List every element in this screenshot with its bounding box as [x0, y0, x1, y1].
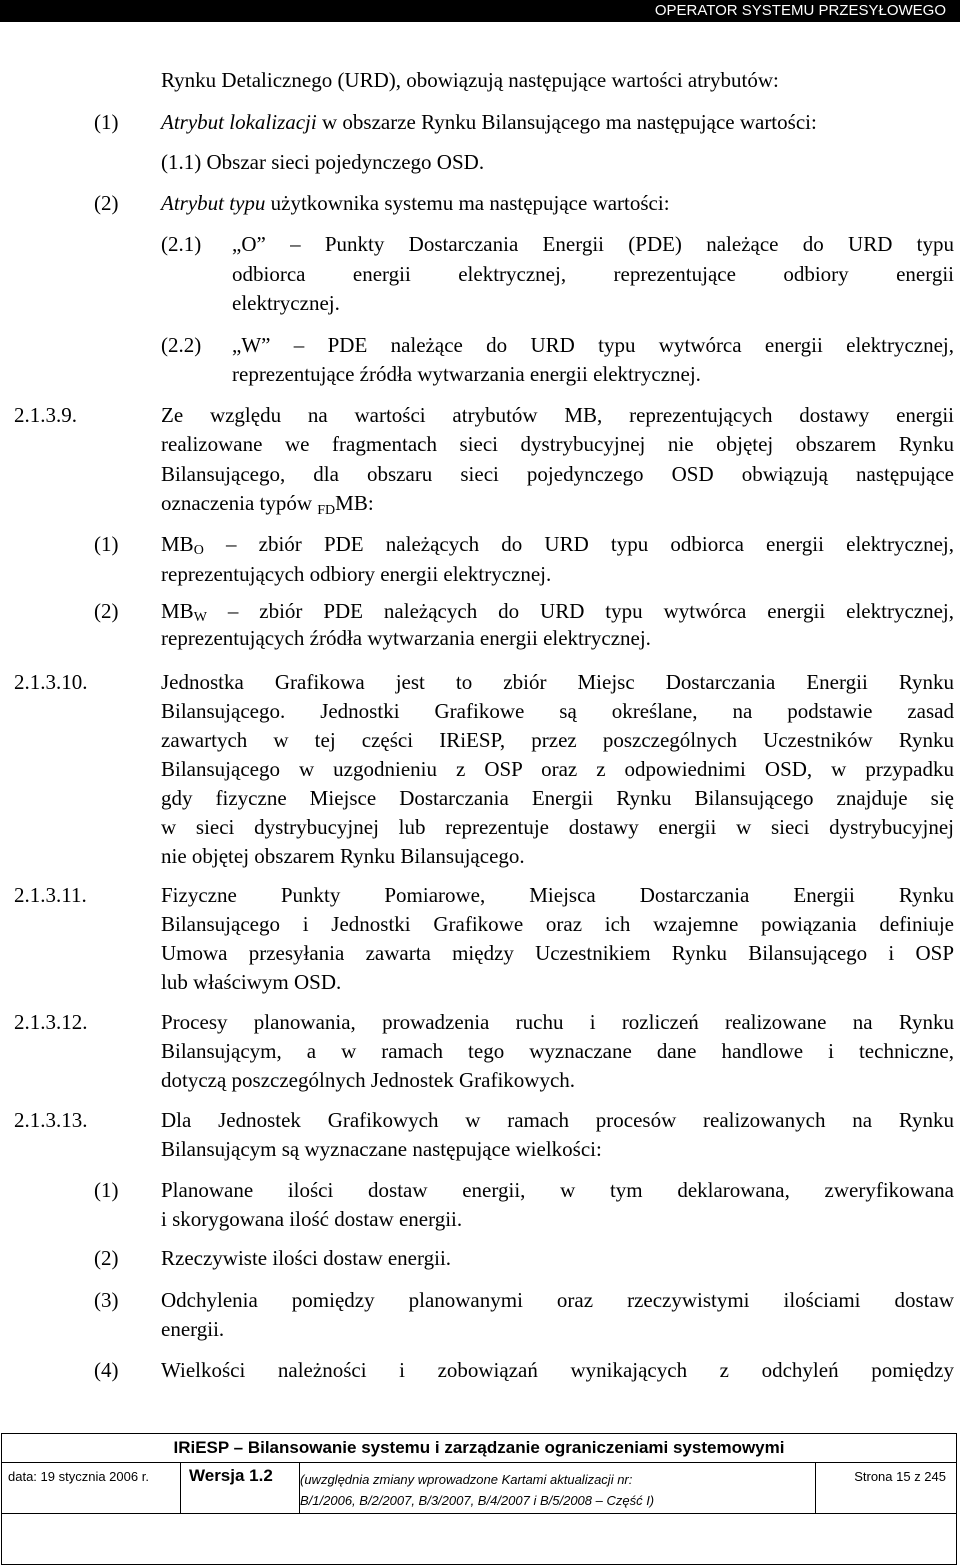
mb1-line1 — [161, 530, 954, 559]
s11-line: Umowa przesyłania zawarta między Uczestnikiem Rynku Bilansującego i OSP — [161, 941, 954, 965]
mb2-line1 — [161, 597, 954, 626]
sub21-line2: odbiorca energii elektrycznej, reprezentujące odbiory energii — [232, 262, 954, 286]
section-2-1-3-10-number: 2.1.3.10. — [14, 670, 88, 694]
section-2-1-3-9-number: 2.1.3.9. — [14, 403, 77, 427]
sub21-line1: „O” – Punkty Dostarczania Energii (PDE) należące do URD typu — [232, 232, 954, 256]
s10-line: gdy fizyczne Miejsce Dostarczania Energii Rynku Bilansującego znajduje się — [161, 786, 954, 810]
s9-line4-sub: FD — [317, 503, 336, 518]
s9-line3: Bilansującego, dla obszaru sieci pojedynczego OSD obwiązują następujące — [161, 462, 954, 486]
footer-table — [1, 1433, 957, 1565]
attr2-italic: Atrybut typu — [161, 191, 266, 215]
s9-line2: realizowane we fragmentach sieci dystrybucyjnej nie objętej obszarem Rynku — [161, 432, 954, 456]
attr1-number: (1) — [94, 110, 119, 134]
mb1-number: (1) — [94, 532, 119, 556]
mb1-sub: O — [193, 543, 204, 558]
s11-line: lub właściwym OSD. — [161, 970, 342, 994]
list-item-line2: energii. — [161, 1317, 225, 1341]
s10-line: w sieci dystrybucyjnej lub reprezentuje dostawy energii w sieci dystrybucyjnej — [161, 815, 954, 839]
attr1-sub: (1.1) Obszar sieci pojedynczego OSD. — [161, 150, 485, 174]
attr1-line — [161, 108, 817, 137]
sub21-number: (2.1) — [161, 232, 202, 256]
list-item-line1: Wielkości należności i zobowiązań wynikających z odchyleń pomiędzy — [161, 1358, 954, 1382]
s10-line: nie objętej obszarem Rynku Bilansującego. — [161, 844, 525, 868]
section-2-1-3-12-number: 2.1.3.12. — [14, 1010, 88, 1034]
footer-note — [300, 1463, 816, 1514]
footer-note-line1: (uwzględnia zmiany wprowadzone Kartami aktualizacji nr: — [300, 1472, 633, 1487]
s10-line: Bilansującego w uzgodnieniu z OSP oraz z odpowiednimi OSD, w przypadku — [161, 757, 954, 781]
attr1-rest: w obszarze Rynku Bilansującego ma następujące wartości: — [316, 110, 817, 134]
list-item-line1: Rzeczywiste ilości dostaw energii. — [161, 1246, 452, 1270]
list-item-line1: Planowane ilości dostaw energii, w tym deklarowana, zweryfikowana — [161, 1178, 954, 1202]
s9-line4 — [161, 489, 374, 518]
s10-line: zawartych w tej części IRiESP, przez poszczególnych Uczestników Rynku — [161, 728, 954, 752]
s12-line: Bilansującym, a w ramach tego wyznaczane dane handlowe i techniczne, — [161, 1039, 954, 1063]
sub22-line1: „W” – PDE należące do URD typu wytwórca energii elektrycznej, — [232, 333, 954, 357]
s9-line1: Ze względu na wartości atrybutów MB, reprezentujących dostawy energii — [161, 403, 954, 427]
s11-line: Bilansującego i Jednostki Grafikowe oraz ich wzajemne powiązania definiuje — [161, 912, 954, 936]
list-item-number: (1) — [94, 1178, 119, 1202]
sub21-line3: elektrycznej. — [232, 291, 340, 315]
s12-line: dotyczą poszczególnych Jednostek Grafikowych. — [161, 1068, 576, 1092]
attr2-line — [161, 189, 670, 218]
s13-line: Bilansującym są wyznaczane następujące wielkości: — [161, 1137, 602, 1161]
mb1-rest: – zbiór PDE należących do URD typu odbiorca energii elektrycznej, — [203, 532, 954, 556]
page-header — [0, 0, 960, 22]
mb2-main: MB — [161, 599, 194, 623]
footer-note-line2: B/1/2006, B/2/2007, B/3/2007, B/4/2007 i B/5/2008 – Część I) — [300, 1493, 655, 1508]
mb1-line2: reprezentujących odbiory energii elektrycznej. — [161, 562, 552, 586]
sub22-number: (2.2) — [161, 333, 202, 357]
footer-page-number: Strona 15 z 245 — [816, 1463, 957, 1514]
attr2-rest: użytkownika systemu ma następujące wartości: — [265, 191, 670, 215]
attr1-italic: Atrybut lokalizacji — [161, 110, 317, 134]
list-item-number: (4) — [94, 1358, 119, 1382]
s9-line4-post: MB: — [335, 491, 374, 515]
list-item-number: (2) — [94, 1246, 119, 1270]
s11-line: Fizyczne Punkty Pomiarowe, Miejsca Dostarczania Energii Rynku — [161, 883, 954, 907]
mb2-number: (2) — [94, 599, 119, 623]
section-2-1-3-11-number: 2.1.3.11. — [14, 883, 87, 907]
sub22-line2: reprezentujące źródła wytwarzania energii elektrycznej. — [232, 362, 701, 386]
list-item-number: (3) — [94, 1288, 119, 1312]
mb2-rest: – zbiór PDE należących do URD typu wytwórca energii elektrycznej, — [206, 599, 954, 623]
footer-empty-row — [2, 1514, 957, 1565]
s13-line: Dla Jednostek Grafikowych w ramach procesów realizowanych na Rynku — [161, 1108, 954, 1132]
mb2-line2: reprezentujących źródła wytwarzania energii elektrycznej. — [161, 626, 651, 650]
list-item-line1: Odchylenia pomiędzy planowanymi oraz rzeczywistymi ilościami dostaw — [161, 1288, 954, 1312]
footer-date: data: 19 stycznia 2006 r. — [2, 1463, 181, 1514]
footer-title: IRiESP – Bilansowanie systemu i zarządzanie ograniczeniami systemowymi — [2, 1434, 957, 1463]
attr2-number: (2) — [94, 191, 119, 215]
footer-version: Wersja 1.2 — [181, 1463, 300, 1514]
mb1-main: MB — [161, 532, 194, 556]
s9-line4-pre: oznaczenia typów — [161, 491, 318, 515]
header-title: OPERATOR SYSTEMU PRZESYŁOWEGO — [654, 2, 946, 19]
s12-line: Procesy planowania, prowadzenia ruchu i rozliczeń realizowane na Rynku — [161, 1010, 954, 1034]
list-item-line2: i skorygowana ilość dostaw energii. — [161, 1207, 463, 1231]
mb2-sub: W — [193, 610, 207, 625]
page-footer — [0, 1433, 960, 1561]
section-2-1-3-13-number: 2.1.3.13. — [14, 1108, 88, 1132]
s10-line: Bilansującego. Jednostki Grafikowe są określane, na podstawie zasad — [161, 699, 954, 723]
s10-line: Jednostka Grafikowa jest to zbiór Miejsc Dostarczania Energii Rynku — [161, 670, 954, 694]
intro-line: Rynku Detalicznego (URD), obowiązują następujące wartości atrybutów: — [161, 68, 779, 92]
